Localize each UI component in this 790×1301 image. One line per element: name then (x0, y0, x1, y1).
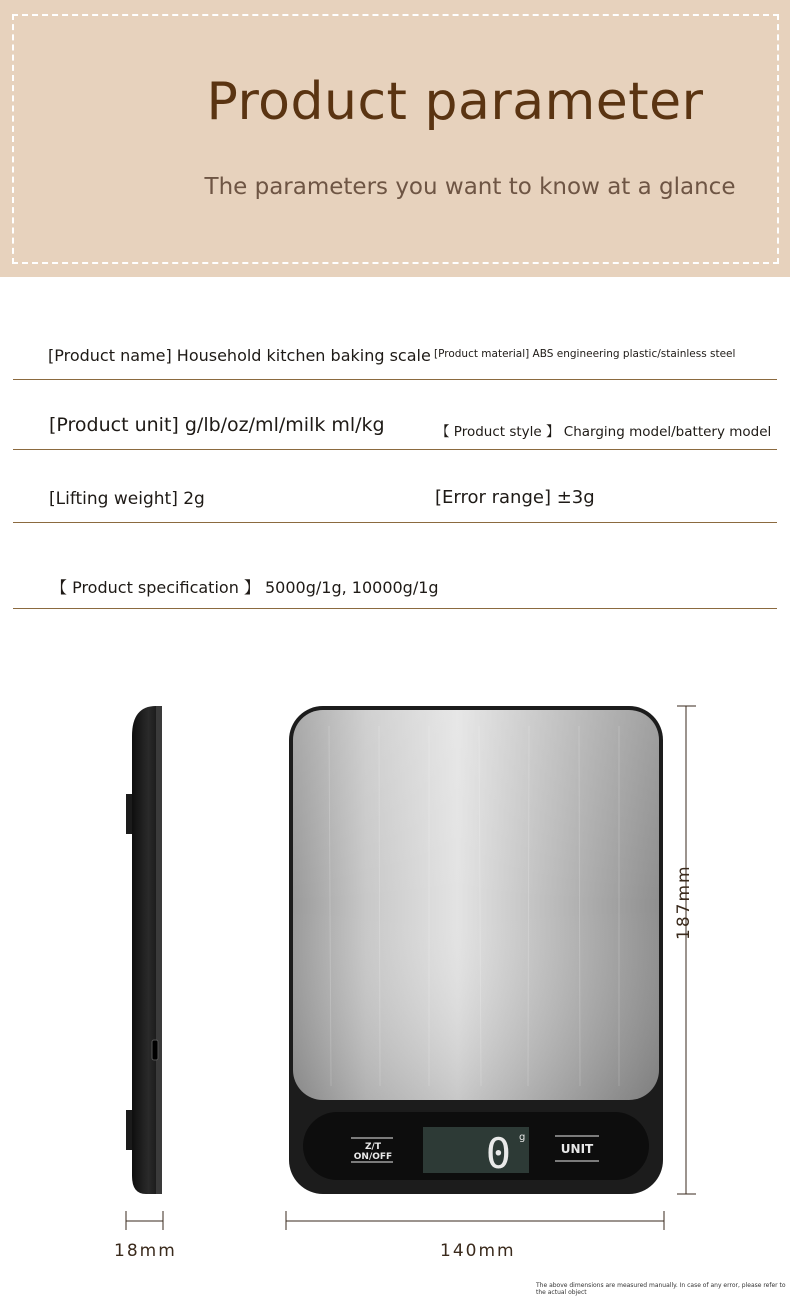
param-lifting-weight: [Lifting weight] 2g (49, 489, 205, 509)
param-product-unit: [Product unit] g/lb/oz/ml/milk ml/kg (49, 414, 385, 436)
scale-button-zt: Z/T (365, 1142, 381, 1152)
scale-button-unit: UNIT (560, 1142, 594, 1156)
dimension-height-label: 187mm (674, 864, 694, 940)
param-product-material: [Product material] ABS engineering plastic/stainless steel (434, 348, 736, 360)
page-title: Product parameter (206, 72, 704, 132)
param-product-style: 【 Product style 】 Charging model/battery model (436, 424, 772, 440)
dimension-depth-label: 18mm (114, 1241, 177, 1261)
scale-display-value: 0 (485, 1129, 511, 1178)
param-product-specification: 【 Product specification 】 5000g/1g, 10000g/1g (51, 578, 439, 597)
param-product-name: [Product name] Household kitchen baking scale (48, 346, 431, 365)
scale-button-onoff: ON/OFF (353, 1152, 393, 1162)
param-error-range: [Error range] ±3g (435, 487, 595, 508)
scale-display-unit: g (519, 1132, 526, 1143)
page-subtitle: The parameters you want to know at a glance (204, 174, 736, 200)
measurement-note: The above dimensions are measured manually. In case of any error, please refer to the actual object (536, 1282, 786, 1296)
dimension-width-label: 140mm (440, 1241, 516, 1261)
